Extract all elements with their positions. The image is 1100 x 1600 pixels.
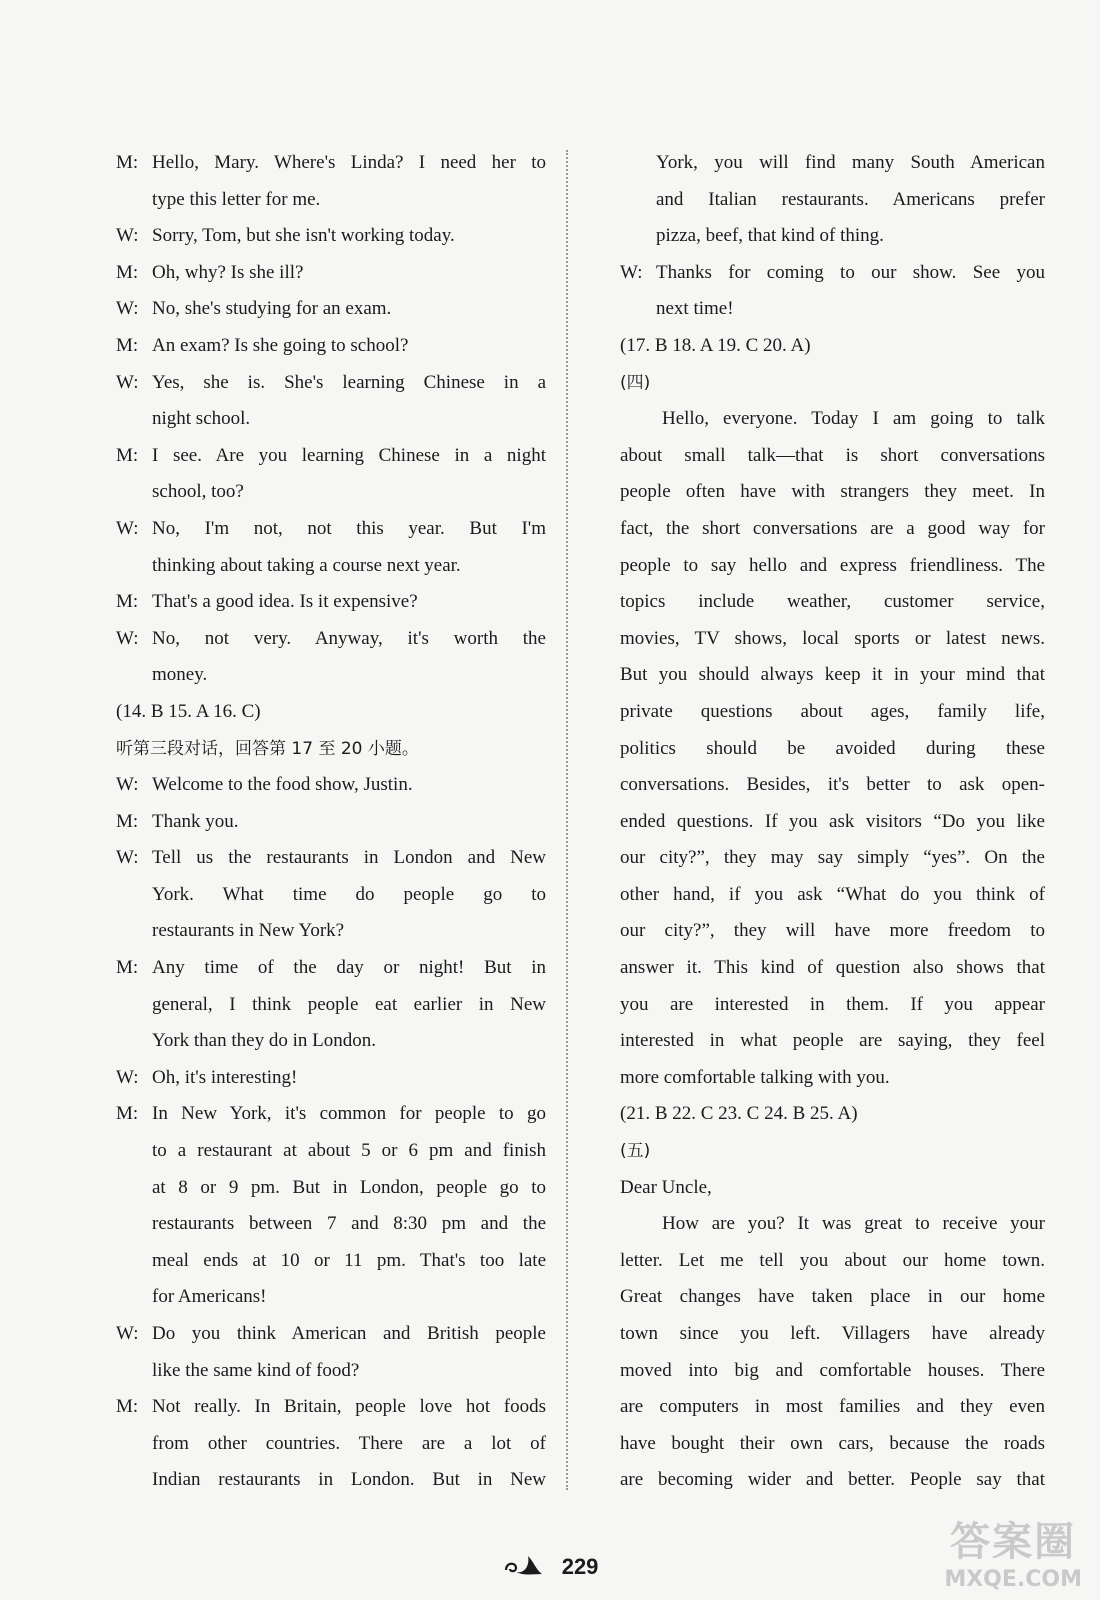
line-text: 听第三段对话，回答第 17 至 20 小题。 [116, 738, 419, 759]
text-line [620, 840, 1045, 877]
dialogue-line [116, 1243, 546, 1280]
line-text: That's a good idea. Is it expensive? [152, 591, 418, 613]
text-line [620, 1060, 1045, 1097]
line-text: to a restaurant at about 5 or 6 pm and finish [152, 1140, 546, 1162]
line-text: pizza, beef, that kind of thing. [656, 225, 884, 247]
text-line [620, 1389, 1045, 1426]
line-text: at 8 or 9 pm. But in London, people go to [152, 1176, 546, 1198]
watermark-url: MXQE.COM [944, 1567, 1082, 1592]
line-text: (四) [620, 372, 651, 393]
line-text: and Italian restaurants. Americans prefer [656, 188, 1045, 210]
answer-key [620, 328, 1045, 365]
dialogue-line [116, 1096, 546, 1133]
dialogue-line [116, 328, 546, 365]
line-text: But you should always keep it in your mind that [620, 664, 1045, 686]
dialogue-line [116, 1170, 546, 1207]
dialogue-line [116, 840, 546, 877]
line-text: restaurants in New York? [152, 920, 345, 942]
line-text: An exam? Is she going to school? [152, 334, 409, 356]
speaker-label: W: [116, 371, 139, 393]
line-text: type this letter for me. [152, 188, 321, 210]
line-text: Sorry, Tom, but she isn't working today. [152, 225, 455, 247]
line-text: answer it. This kind of question also shows that [620, 957, 1045, 979]
text-line [620, 1243, 1045, 1280]
dialogue-line [116, 950, 546, 987]
line-text: Oh, why? Is she ill? [152, 261, 304, 283]
line-text: York than they do in London. [152, 1030, 376, 1052]
dialogue-line [116, 365, 546, 402]
speaker-label: M: [116, 1396, 139, 1418]
line-text: No, I'm not, not this year. But I'm [152, 517, 546, 539]
speaker-label: M: [116, 444, 139, 466]
text-line [620, 548, 1045, 585]
line-text: next time! [656, 298, 734, 320]
line-text: Do you think American and British people [152, 1323, 546, 1344]
text-line [620, 877, 1045, 914]
dialogue-line [116, 767, 546, 804]
answer-key [116, 694, 546, 731]
speaker-label: W: [620, 261, 643, 283]
book-swirl-icon [502, 1552, 546, 1584]
line-text: conversations. Besides, it's better to ask open- [620, 774, 1045, 796]
text-line [620, 1316, 1045, 1353]
dialogue-line [116, 182, 546, 219]
line-text: about small talk—that is short conversations [620, 444, 1045, 466]
line-text: from other countries. There are a lot of [152, 1432, 546, 1454]
line-text: Not really. In Britain, people love hot foods [152, 1396, 546, 1418]
line-text: you are interested in them. If you appear [620, 993, 1045, 1015]
text-line [620, 767, 1045, 804]
speaker-label: M: [116, 1103, 139, 1125]
text-line [620, 1462, 1045, 1499]
line-text: No, not very. Anyway, it's worth the [152, 627, 546, 649]
line-text: Any time of the day or night! But in [152, 957, 546, 979]
watermark-title: 答案圈 [950, 1519, 1077, 1565]
dialogue-line [620, 291, 1045, 328]
dialogue-line [116, 1353, 546, 1390]
line-text: fact, the short conversations are a good way for [620, 517, 1045, 539]
line-text: (14. B 15. A 16. C) [116, 700, 261, 722]
line-text: How are you? It was great to receive your [662, 1213, 1045, 1235]
section-heading [116, 731, 546, 768]
column-divider [566, 150, 568, 1490]
speaker-label: M: [116, 810, 139, 832]
dialogue-line [116, 877, 546, 914]
line-text: I see. Are you learning Chinese in a night [152, 444, 546, 466]
text-line [620, 438, 1045, 475]
line-text: Dear Uncle, [620, 1176, 712, 1198]
text-line [620, 950, 1045, 987]
text-line [620, 657, 1045, 694]
line-text: general, I think people eat earlier in New [152, 993, 546, 1015]
paragraph-line [620, 1206, 1045, 1243]
line-text: are becoming wider and better. People say that [620, 1469, 1045, 1491]
dialogue-line [116, 1462, 546, 1499]
text-line [620, 511, 1045, 548]
line-text: thinking about taking a course next year. [152, 554, 461, 576]
text-line [620, 1279, 1045, 1316]
text-line [620, 1426, 1045, 1463]
dialogue-line [116, 1023, 546, 1060]
page-number: 229 [561, 1553, 599, 1579]
dialogue-line [620, 255, 1045, 292]
answer-key [620, 1096, 1045, 1133]
dialogue-line [116, 511, 546, 548]
line-text: In New York, it's common for people to go [152, 1103, 546, 1125]
line-text: (17. B 18. A 19. C 20. A) [620, 334, 811, 356]
line-text: people to say hello and express friendliness. The [620, 554, 1045, 576]
line-text: interested in what people are saying, they feel [620, 1030, 1045, 1052]
dialogue-line [116, 438, 546, 475]
line-text: are computers in most families and they even [620, 1396, 1045, 1418]
dialogue-line [116, 804, 546, 841]
line-text: restaurants between 7 and 8:30 pm and the [152, 1213, 546, 1235]
text-line [620, 694, 1045, 731]
speaker-label: W: [116, 1066, 139, 1088]
speaker-label: W: [116, 225, 139, 247]
speaker-label: W: [116, 774, 139, 796]
dialogue-line [620, 182, 1045, 219]
dialogue-line [116, 1060, 546, 1097]
line-text: York, you will find many South American [656, 152, 1045, 173]
line-text: our city?”, they will have more freedom to [620, 920, 1045, 942]
text-line [620, 584, 1045, 621]
line-text: Thank you. [152, 810, 239, 832]
dialogue-line [116, 145, 546, 182]
section-heading [620, 1133, 1045, 1170]
speaker-label: M: [116, 591, 139, 613]
text-line [620, 987, 1045, 1024]
text-line [620, 474, 1045, 511]
dialogue-line [620, 218, 1045, 255]
dialogue-line [116, 548, 546, 585]
line-text: Great changes have taken place in our home [620, 1286, 1045, 1308]
line-text: for Americans! [152, 1286, 267, 1308]
speaker-label: W: [116, 847, 139, 869]
line-text: movies, TV shows, local sports or latest news. [620, 627, 1045, 649]
line-text: people often have with strangers they meet. In [620, 481, 1045, 503]
line-text: our city?”, they may say simply “yes”. On the [620, 847, 1045, 869]
speaker-label: W: [116, 517, 139, 539]
line-text: like the same kind of food? [152, 1359, 360, 1381]
line-text: ended questions. If you ask visitors “Do you like [620, 810, 1045, 832]
line-text: more comfortable talking with you. [620, 1066, 890, 1088]
line-text: have bought their own cars, because the roads [620, 1432, 1045, 1454]
line-text: York. What time do people go to [152, 883, 546, 905]
dialogue-line [116, 1206, 546, 1243]
line-text: private questions about ages, family life, [620, 700, 1045, 722]
line-text: topics include weather, customer service, [620, 591, 1045, 613]
line-text: meal ends at 10 or 11 pm. That's too late [152, 1249, 546, 1271]
paragraph-line [620, 401, 1045, 438]
page-footer [0, 1552, 1100, 1584]
dialogue-line [116, 218, 546, 255]
dialogue-line [116, 621, 546, 658]
right-column [620, 145, 1045, 1499]
line-text: No, she's studying for an exam. [152, 298, 392, 320]
line-text: Yes, she is. She's learning Chinese in a [152, 371, 546, 393]
speaker-label: M: [116, 334, 139, 356]
dialogue-line [116, 987, 546, 1024]
speaker-label: W: [116, 298, 139, 320]
line-text: money. [152, 664, 208, 686]
line-text: (21. B 22. C 23. C 24. B 25. A) [620, 1103, 858, 1125]
text-line [620, 731, 1045, 768]
line-text: Welcome to the food show, Justin. [152, 774, 413, 796]
dialogue-line [620, 145, 1045, 182]
line-text: Oh, it's interesting! [152, 1066, 298, 1088]
dialogue-line [116, 913, 546, 950]
line-text: town since you left. Villagers have already [620, 1323, 1045, 1344]
speaker-label: W: [116, 1323, 139, 1344]
dialogue-line [116, 1426, 546, 1463]
line-text: school, too? [152, 481, 244, 503]
line-text: letter. Let me tell you about our home town. [620, 1249, 1045, 1271]
dialogue-line [116, 255, 546, 292]
line-text: Tell us the restaurants in London and New [152, 847, 546, 869]
dialogue-line [116, 1316, 546, 1353]
line-text: Hello, everyone. Today I am going to talk [662, 408, 1045, 430]
line-text: night school. [152, 408, 251, 430]
dialogue-line [116, 1133, 546, 1170]
dialogue-line [116, 657, 546, 694]
speaker-label: M: [116, 152, 139, 173]
line-text: other hand, if you ask “What do you think of [620, 883, 1045, 905]
dialogue-line [116, 401, 546, 438]
left-column [116, 145, 546, 1499]
text-line [620, 1170, 1045, 1207]
line-text: Hello, Mary. Where's Linda? I need her to [152, 152, 546, 173]
text-line [620, 1023, 1045, 1060]
section-heading [620, 365, 1045, 402]
line-text: politics should be avoided during these [620, 737, 1045, 759]
text-line [620, 913, 1045, 950]
speaker-label: M: [116, 261, 139, 283]
speaker-label: M: [116, 957, 139, 979]
speaker-label: W: [116, 627, 139, 649]
text-line [620, 1353, 1045, 1390]
dialogue-line [116, 291, 546, 328]
dialogue-line [116, 474, 546, 511]
line-text: moved into big and comfortable houses. There [620, 1359, 1045, 1381]
dialogue-line [116, 1279, 546, 1316]
text-line [620, 804, 1045, 841]
dialogue-line [116, 584, 546, 621]
line-text: Indian restaurants in London. But in New [152, 1469, 546, 1491]
text-line [620, 621, 1045, 658]
dialogue-line [116, 1389, 546, 1426]
site-watermark [944, 1510, 1082, 1592]
line-text: Thanks for coming to our show. See you [656, 261, 1045, 283]
line-text: (五) [620, 1141, 651, 1162]
